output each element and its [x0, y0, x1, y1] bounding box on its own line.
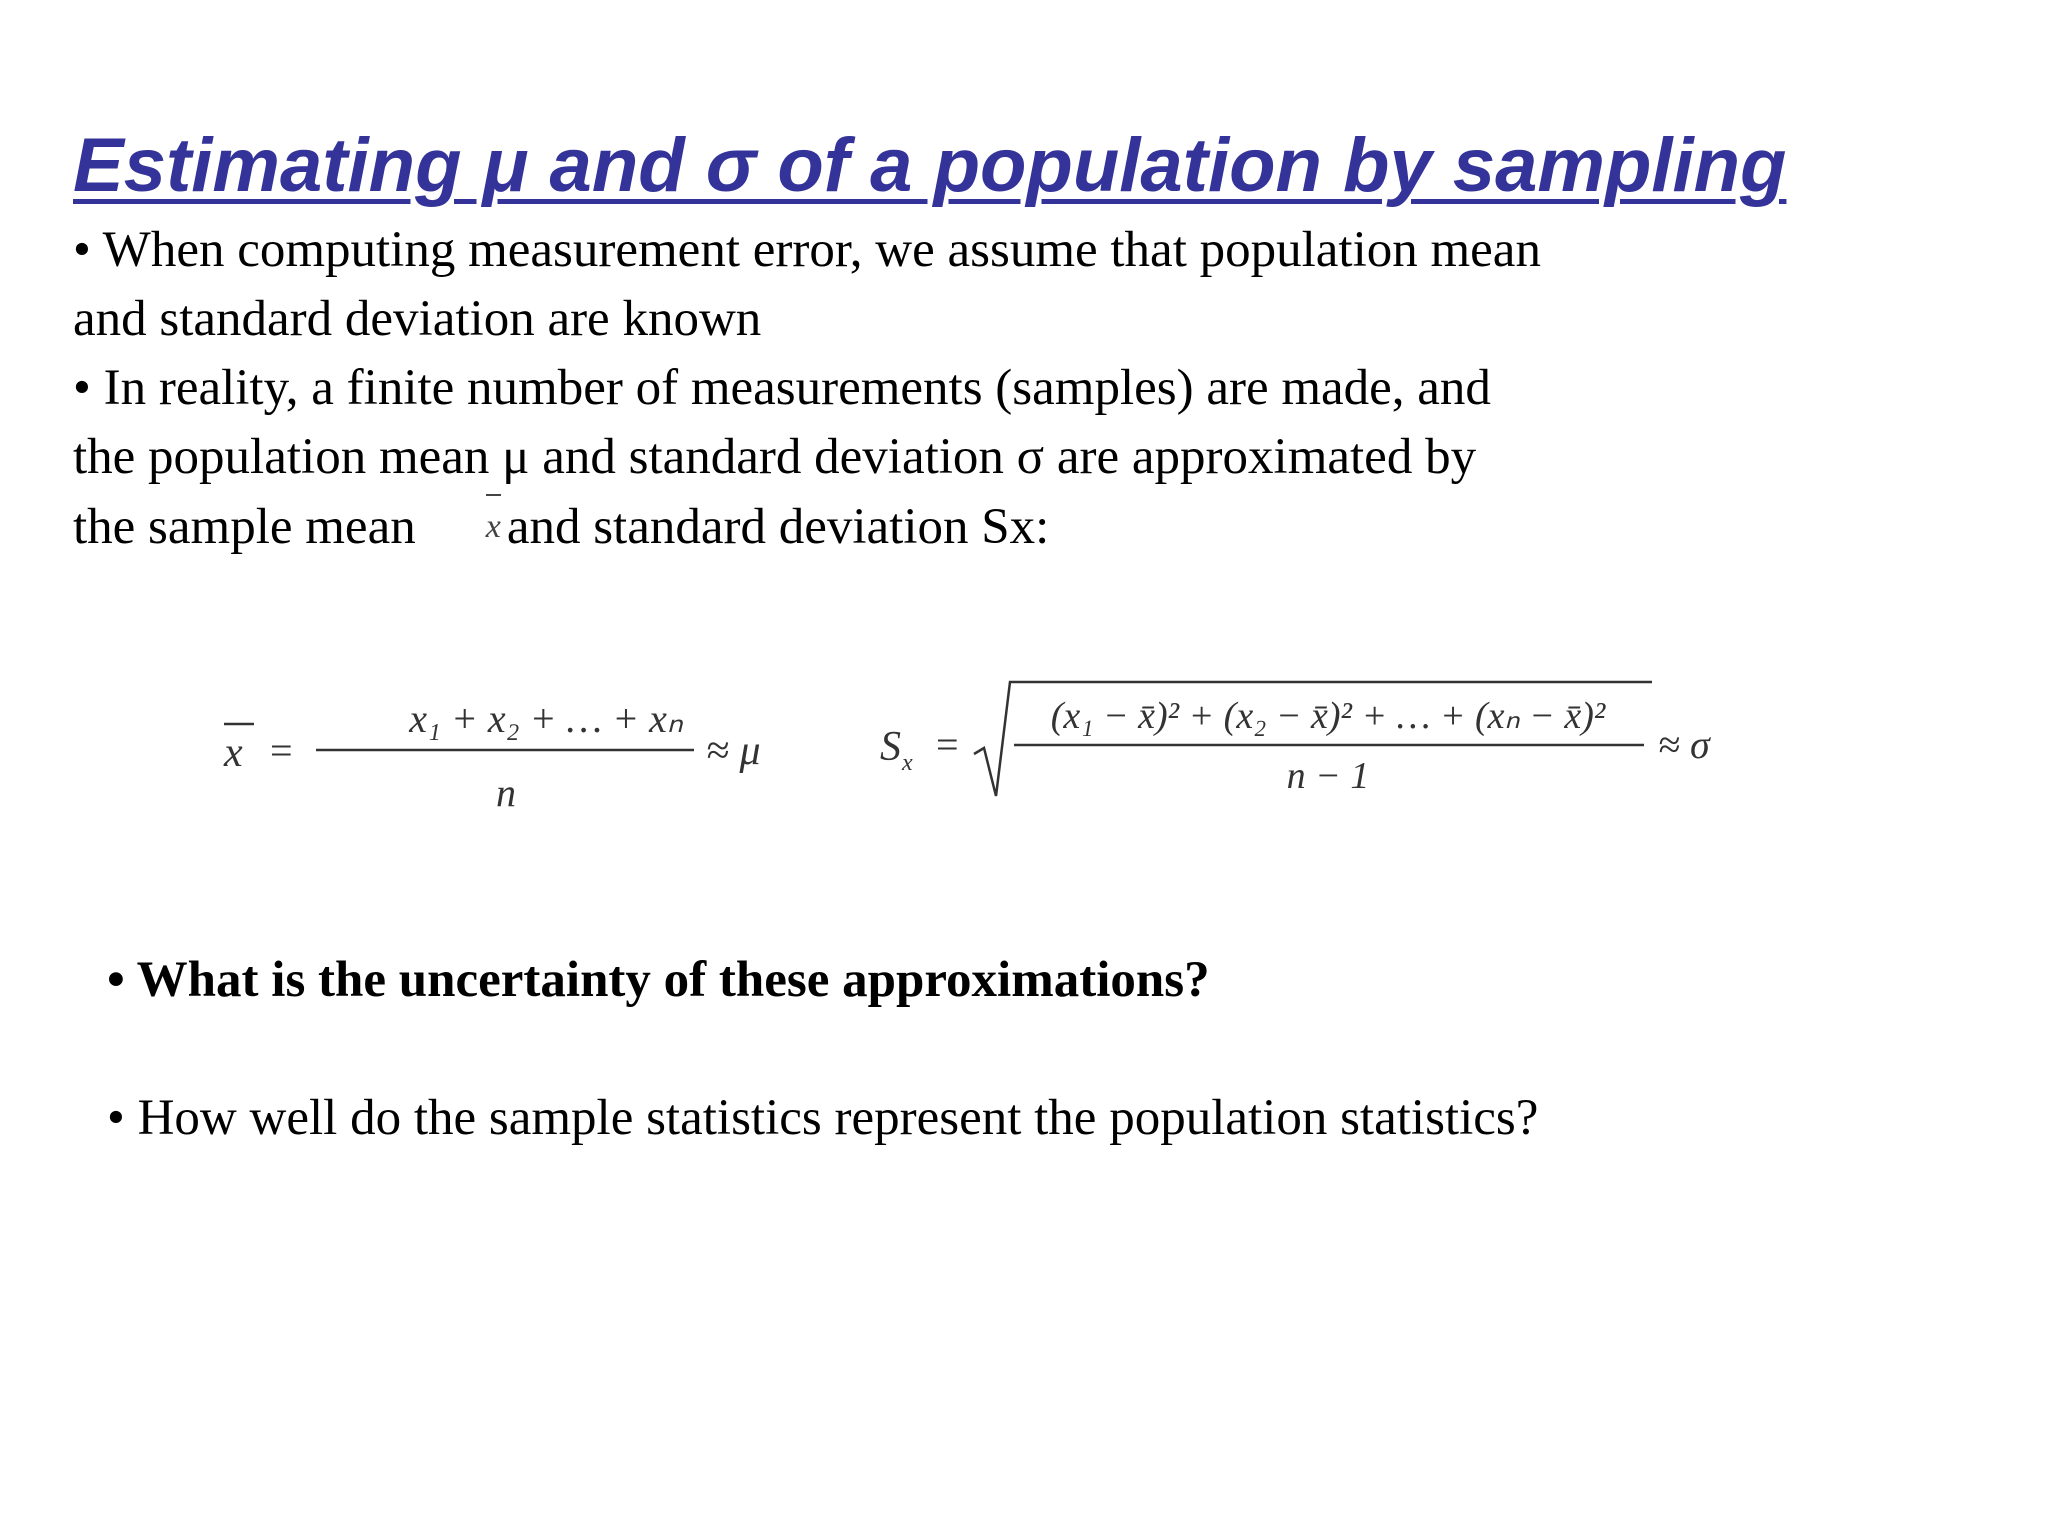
sample-stddev-formula	[880, 670, 1740, 810]
bullet-2-line-1: • In reality, a finite number of measurements (samples) are made, and	[73, 360, 1491, 416]
bullet-2-line-3	[73, 492, 1049, 562]
stddev-lhs-sub: x	[902, 750, 913, 776]
stddev-equals: =	[936, 722, 959, 767]
stddev-approx: ≈ σ	[1658, 722, 1710, 767]
bullet-1-line-2: and standard deviation are known	[73, 291, 762, 347]
mean-equals: =	[270, 728, 293, 773]
stddev-lhs: S	[880, 724, 901, 770]
sample-mean-formula-graphic	[220, 680, 810, 820]
bullet-2-line-2: the population mean μ and standard deviation σ are approximated by	[73, 429, 1477, 485]
sample-mean-formula	[220, 680, 810, 820]
mean-denominator: n	[496, 770, 516, 815]
mean-lhs: x	[224, 730, 243, 776]
sample-stddev-formula-graphic	[880, 670, 1740, 810]
xbar-symbol: x	[486, 492, 501, 561]
sample-mean-label: the sample mean	[73, 499, 416, 555]
slide-title: Estimating μ and σ of a population by sampling	[73, 123, 1787, 208]
stddev-denominator: n − 1	[1286, 755, 1370, 797]
question-representation: • How well do the sample statistics represent the population statistics?	[107, 1090, 1539, 1146]
question-uncertainty: • What is the uncertainty of these approximations?	[107, 952, 1210, 1008]
mean-approx: ≈ μ	[706, 728, 761, 774]
stddev-label: and standard deviation Sx:	[506, 499, 1050, 555]
stddev-numerator: (x₁ − x̄)² + (x₂ − x̄)² + … + (xₙ − x̄)²	[1050, 695, 1606, 737]
bullet-1-line-1: • When computing measurement error, we assume that population mean	[73, 222, 1541, 278]
mean-numerator: x₁ + x₂ + … + xₙ	[409, 696, 683, 741]
